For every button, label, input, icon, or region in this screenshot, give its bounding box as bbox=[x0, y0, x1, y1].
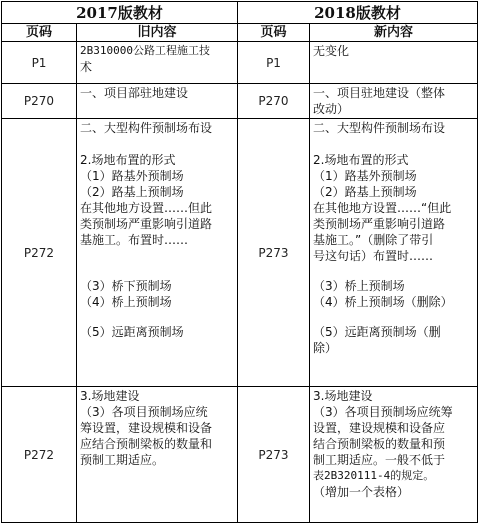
table-row bbox=[2, 42, 478, 84]
old-text-line: 基施工。布置时…… bbox=[80, 233, 189, 247]
new-text-line: 基施工。”（删除了带引 bbox=[313, 233, 434, 247]
new-text-line: 结合预制梁板的数量和预 bbox=[313, 437, 446, 451]
old-text-line: 2B310000公路工程施工技 bbox=[80, 44, 210, 57]
table-row bbox=[2, 387, 478, 523]
old-page-cell: P270 bbox=[2, 84, 77, 119]
new-text-line: （3）各项目预制场应统筹 bbox=[313, 405, 453, 419]
old-text-line: 筹设置，建设规模和设备 bbox=[80, 421, 213, 435]
new-text-line: 类预制场严重影响引道路 bbox=[313, 217, 446, 231]
new-text-line: （4）桥上预制场（删除） bbox=[313, 295, 453, 309]
new-page-cell: P270 bbox=[238, 84, 310, 119]
new-text-line: 3.场地建设 bbox=[313, 389, 373, 403]
table-row bbox=[2, 119, 478, 387]
new-text-line: 无变化 bbox=[313, 44, 350, 58]
old-page-cell: P1 bbox=[2, 42, 77, 84]
new-text-line: 除） bbox=[313, 341, 338, 355]
table-row bbox=[2, 84, 478, 119]
new-text-line: （2）路基上预制场 bbox=[313, 185, 417, 199]
new-text-line: （5）远距离预制场（删 bbox=[313, 325, 441, 339]
new-page-cell: P1 bbox=[238, 42, 310, 84]
old-text-line: 在其他地方设置……但此 bbox=[80, 201, 213, 215]
new-text-line: 号这句话）布置时…… bbox=[313, 249, 434, 263]
old-text-line: （1）路基外预制场 bbox=[80, 169, 184, 183]
old-page-cell: P272 bbox=[2, 387, 77, 523]
new-text-line: 一、项目驻地建设（整体 bbox=[313, 86, 446, 100]
old-content-cell bbox=[77, 119, 238, 387]
header-page-2018: 页码 bbox=[238, 24, 310, 42]
new-text-line: （3）桥上预制场 bbox=[313, 279, 405, 293]
new-text-line: 制工期适应。一般不低于 bbox=[313, 453, 446, 467]
new-text-line: （增加一个表格） bbox=[313, 485, 410, 499]
old-text-line: 应结合预制梁板的数量和 bbox=[80, 437, 213, 451]
new-text-line: 二、大型构件预制场布设 bbox=[313, 121, 446, 135]
old-text-line: 3.场地建设 bbox=[80, 389, 140, 403]
new-text-line: （1）路基外预制场 bbox=[313, 169, 417, 183]
edition-2017-title: 2017版教材 bbox=[2, 2, 238, 24]
new-text-line: 改动） bbox=[313, 102, 350, 116]
old-text-line: （4）桥上预制场 bbox=[80, 295, 172, 309]
old-text-line: 预制工期适应。 bbox=[80, 453, 165, 467]
header-old-content: 旧内容 bbox=[77, 24, 238, 42]
old-text-line: 术 bbox=[80, 60, 93, 74]
new-page-cell: P273 bbox=[238, 387, 310, 523]
new-text-line: 在其他地方设置……“但此 bbox=[313, 201, 452, 215]
old-page-cell: P272 bbox=[2, 119, 77, 387]
old-text-line: （3）各项目预制场应统 bbox=[80, 405, 208, 419]
new-text-line: 设置，建设规模和设备应 bbox=[313, 421, 446, 435]
new-content-cell bbox=[310, 387, 478, 523]
old-content-cell bbox=[77, 84, 238, 119]
old-content-cell bbox=[77, 42, 238, 84]
comparison-table bbox=[1, 1, 478, 523]
new-content-cell bbox=[310, 119, 478, 387]
new-content-cell bbox=[310, 42, 478, 84]
new-text-line: 表2B320111-4的规定。 bbox=[313, 469, 435, 482]
edition-2018-title: 2018版教材 bbox=[238, 2, 478, 24]
header-new-content: 新内容 bbox=[310, 24, 478, 42]
old-text-line: 二、大型构件预制场布设 bbox=[80, 121, 213, 135]
old-text-line: （3）桥下预制场 bbox=[80, 279, 172, 293]
new-page-cell: P273 bbox=[238, 119, 310, 387]
old-text-line: 类预制场严重影响引道路 bbox=[80, 217, 213, 231]
header-page-2017: 页码 bbox=[2, 24, 77, 42]
old-text-line: （2）路基上预制场 bbox=[80, 185, 184, 199]
new-content-cell bbox=[310, 84, 478, 119]
old-content-cell bbox=[77, 387, 238, 523]
old-text-line: 2.场地布置的形式 bbox=[80, 153, 176, 167]
new-text-line: 2.场地布置的形式 bbox=[313, 153, 409, 167]
old-text-line: （5）远距离预制场 bbox=[80, 325, 184, 339]
old-text-line: 一、项目部驻地建设 bbox=[80, 86, 189, 100]
